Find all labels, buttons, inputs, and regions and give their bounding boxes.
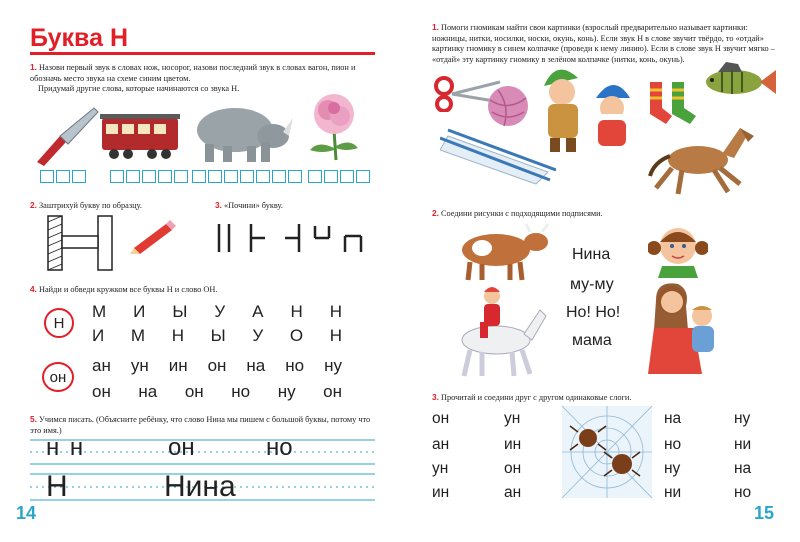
wagon-icon	[100, 112, 180, 160]
word-cell[interactable]: он	[207, 356, 227, 375]
cow-icon	[452, 222, 552, 282]
sound-scheme-peony[interactable]	[308, 170, 370, 183]
task-3-instruction: 3. Прочитай и соедини друг с другом одинаковые слоги.	[432, 392, 632, 402]
syllable[interactable]: на	[664, 410, 682, 427]
pencil-icon	[128, 218, 178, 254]
syllable[interactable]: ин	[432, 484, 450, 501]
syllable[interactable]: ан	[504, 484, 522, 501]
socks-icon	[646, 80, 700, 126]
letter-cell[interactable]: Ы	[210, 326, 226, 345]
caption-label[interactable]: Нина	[572, 246, 611, 263]
perch-fish-icon	[698, 60, 778, 100]
caption-label[interactable]: Но! Но!	[566, 304, 621, 321]
sound-scheme-wagon[interactable]	[110, 170, 188, 183]
circled-word-sample: он	[42, 362, 74, 392]
letter-cell[interactable]: Н	[290, 302, 303, 321]
syllable[interactable]: ан	[432, 436, 450, 453]
letter-cell[interactable]: А	[252, 302, 264, 321]
syllable[interactable]: на	[734, 460, 752, 477]
peony-flower-icon	[298, 90, 370, 162]
syllable[interactable]: он	[432, 410, 450, 427]
horse-icon	[648, 122, 758, 198]
stretcher-icon	[440, 124, 556, 190]
word-cell[interactable]: на	[246, 356, 266, 375]
word-row-2	[92, 382, 342, 402]
page-number: 14	[16, 503, 37, 523]
task-1-instruction: 1. Помоги гномикам найти свои картинки (взрослый предварительно называет картинки: ножницы, нитки, носилки, носки, окунь, конь). Если звук Н в слове звучит твёрдо, то «отдай» картинку гномику в синем колпачке (проведи к нему линию). Если в слове звук Н звучит мягко – «отдай» эту картинку гномику в зелёном колпачке (нитки, конь, окунь).	[432, 22, 775, 64]
letter-cell[interactable]: И	[92, 326, 105, 345]
word-cell[interactable]: но	[285, 356, 305, 375]
caption-label[interactable]: му-му	[570, 276, 614, 293]
task-2-instruction: 2. Соедини рисунки с подходящими подписями.	[432, 208, 603, 218]
letter-cell[interactable]: У	[214, 302, 226, 321]
girl-nina-icon	[648, 218, 708, 278]
word-cell[interactable]: ну	[277, 382, 296, 401]
letter-row-2	[92, 326, 342, 346]
write-sample: Н	[46, 470, 68, 503]
right-page	[400, 0, 800, 542]
syllable[interactable]: ун	[432, 460, 449, 477]
shaded-letter-n-sample[interactable]	[46, 214, 126, 272]
syllable[interactable]: ун	[504, 410, 521, 427]
letter-cell[interactable]: М	[92, 302, 107, 321]
task-1-instruction: 1. Назови первый звук в словах нож, носорог, назови последний звук в словах вагон, пион и обозначь место звука на схеме синим цветом. Придумай другие слова, которые начинаются со звука Н.	[30, 62, 356, 93]
syllable[interactable]: ни	[734, 436, 752, 453]
word-row-1	[92, 356, 342, 376]
task-2-instruction: 2. Заштрихуй букву по образцу.	[30, 200, 142, 210]
syllable[interactable]: ин	[504, 436, 522, 453]
task-3-instruction: 3. «Почини» букву.	[215, 200, 283, 210]
page-title: Буква Н	[30, 24, 128, 52]
syllable[interactable]: ну	[664, 460, 681, 477]
word-cell[interactable]: он	[92, 382, 111, 401]
letter-cell[interactable]: У	[252, 326, 264, 345]
word-cell[interactable]: ин	[168, 356, 188, 375]
letter-cell[interactable]: М	[130, 326, 146, 345]
letter-row-1	[92, 302, 342, 322]
word-cell[interactable]: он	[184, 382, 204, 401]
broken-letters-n[interactable]	[215, 222, 375, 254]
sound-scheme-rhino[interactable]	[192, 170, 302, 183]
left-page	[0, 0, 395, 542]
word-cell[interactable]: ну	[324, 356, 342, 375]
syllable[interactable]: ни	[664, 484, 682, 501]
caption-label[interactable]: мама	[572, 332, 612, 349]
syllable[interactable]: но	[734, 484, 752, 501]
task-4-instruction: 4. Найди и обведи кружком все буквы Н и слово ОН.	[30, 284, 218, 294]
letter-cell[interactable]: Н	[329, 326, 342, 345]
rhino-icon	[185, 96, 295, 164]
syllable[interactable]: но	[664, 436, 682, 453]
write-sample: н н	[46, 434, 86, 461]
circled-letter-sample: Н	[44, 308, 74, 338]
spider-web-icon	[560, 404, 654, 500]
letter-cell[interactable]: Ы	[172, 302, 188, 321]
knife-icon	[32, 104, 102, 166]
word-cell[interactable]: но	[231, 382, 251, 401]
syllable[interactable]: он	[504, 460, 522, 477]
word-cell[interactable]: он	[323, 382, 342, 401]
syllable[interactable]: ну	[734, 410, 751, 427]
letter-cell[interactable]: О	[289, 326, 304, 345]
rider-on-horse-icon	[440, 282, 550, 378]
title-divider	[30, 52, 375, 55]
page-number: 15	[754, 503, 775, 523]
sound-scheme-knife[interactable]	[40, 170, 86, 183]
mother-child-icon	[648, 280, 722, 376]
task-5-instruction: 5. Учимся писать. (Объясните ребёнку, что слово Нина мы пишем с большой буквы, потому что это имя.)	[30, 414, 371, 435]
word-cell[interactable]: на	[138, 382, 158, 401]
word-cell[interactable]: ан	[92, 356, 111, 375]
write-sample: Нина	[164, 470, 236, 503]
letter-cell[interactable]: Н	[329, 302, 342, 321]
letter-cell[interactable]: Н	[171, 326, 184, 345]
word-cell[interactable]: ун	[130, 356, 149, 375]
letter-cell[interactable]: И	[133, 302, 146, 321]
write-sample: он	[168, 434, 195, 461]
write-sample: но	[266, 434, 293, 461]
